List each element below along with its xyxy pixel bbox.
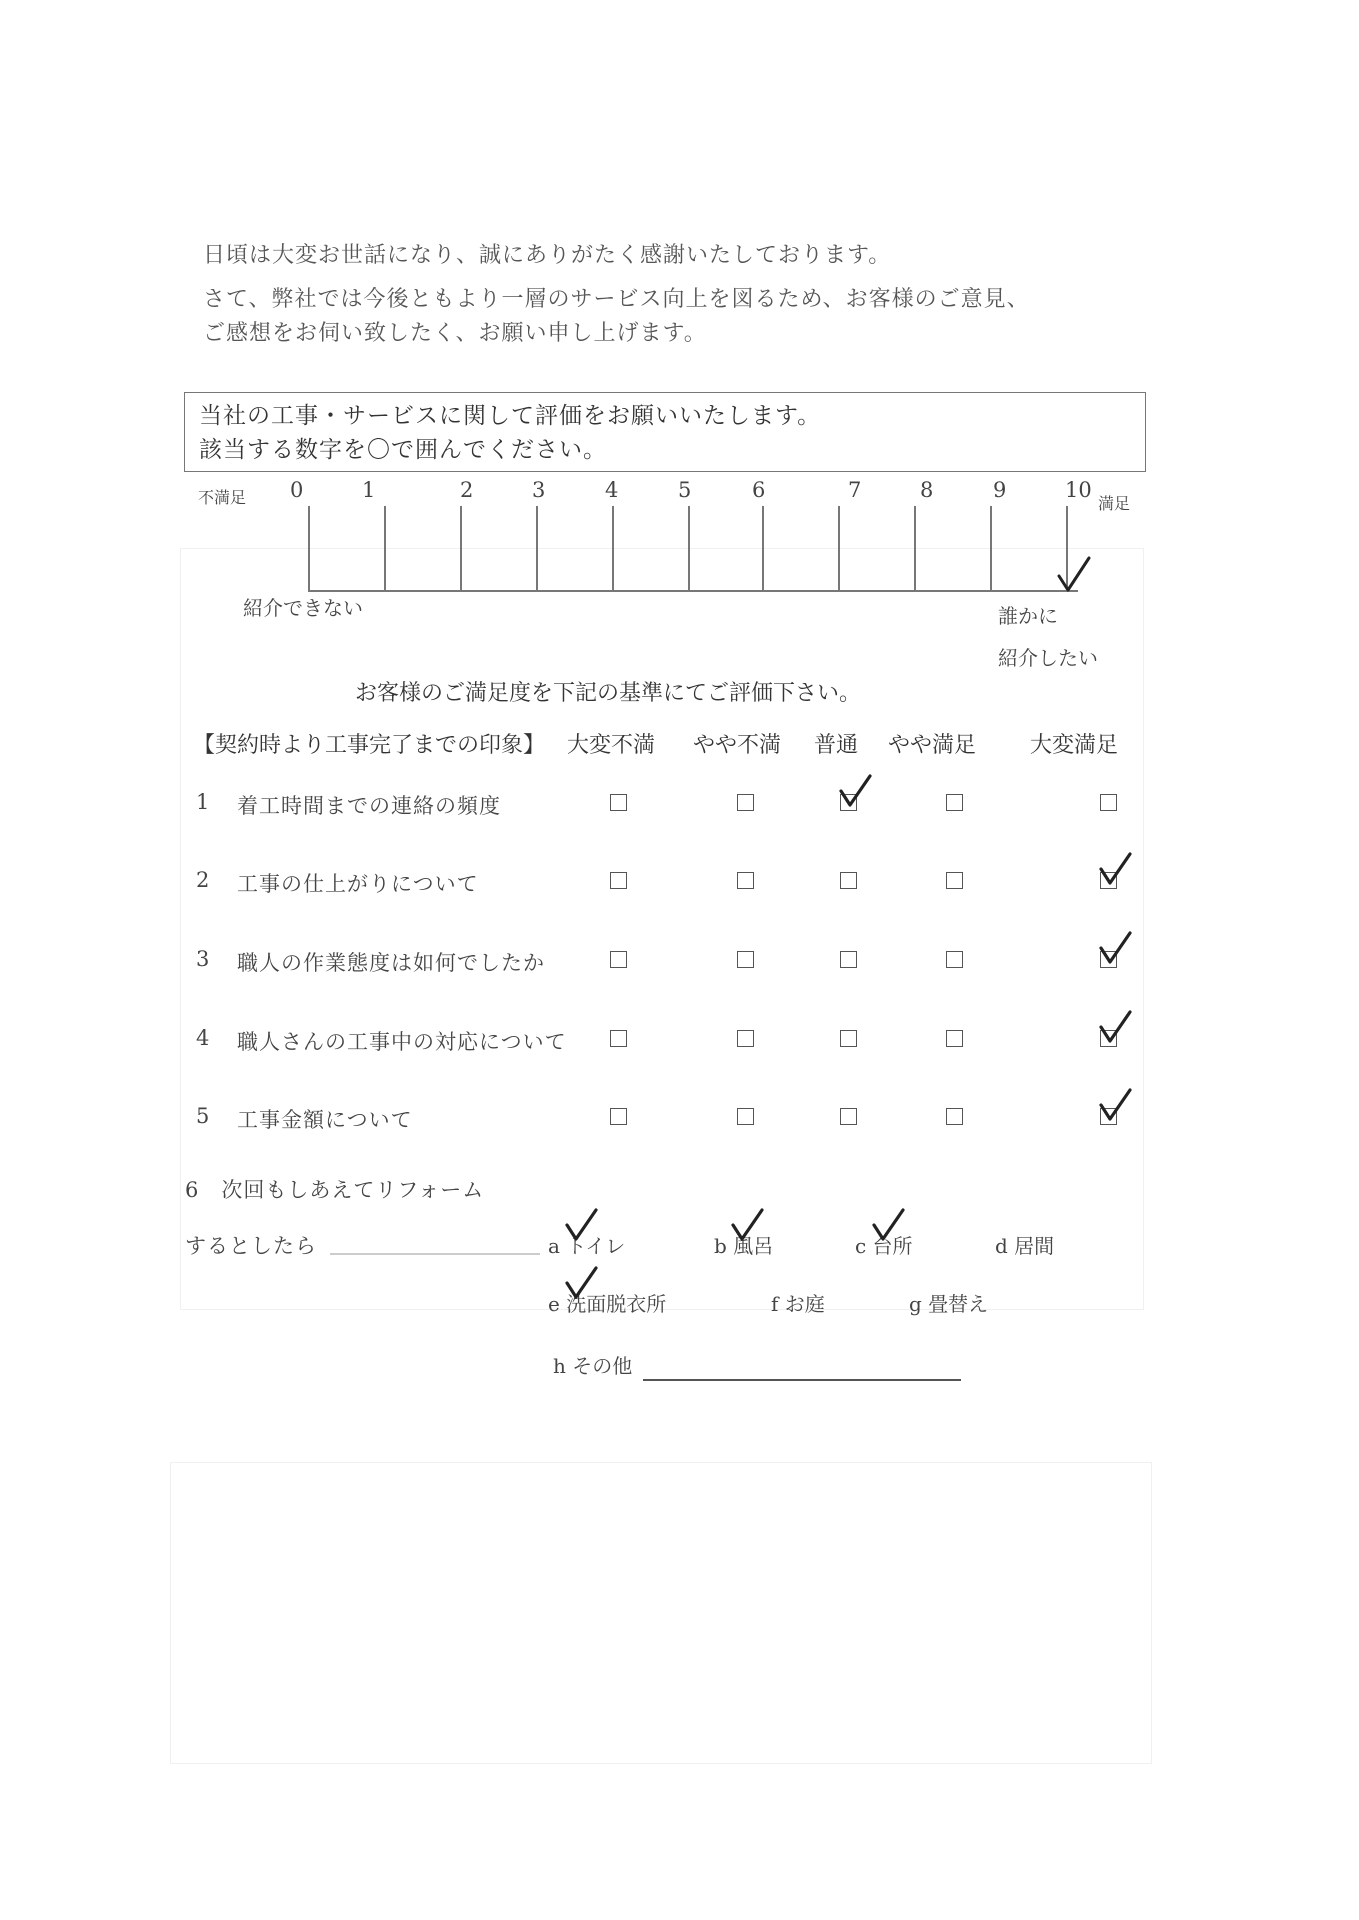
rating-instruction-box [184, 392, 1146, 472]
check-mark-icon [1098, 931, 1132, 965]
satisfaction-row-number: 1 [196, 790, 211, 814]
satisfaction-checkbox[interactable] [610, 872, 627, 889]
satisfaction-checkbox[interactable] [610, 951, 627, 968]
check-mark-icon [871, 1208, 905, 1242]
satisfaction-checkbox[interactable] [1100, 794, 1117, 811]
satisfaction-check [1098, 931, 1132, 969]
satisfaction-checkbox[interactable] [946, 872, 963, 889]
satisfaction-checkbox[interactable] [840, 1030, 857, 1047]
satisfaction-row-number: 5 [196, 1104, 211, 1128]
satisfaction-checkbox[interactable] [737, 1030, 754, 1047]
scale-tick [762, 506, 764, 591]
satisfaction-checkbox[interactable] [737, 794, 754, 811]
satisfaction-column-3: 普通 [814, 733, 859, 758]
scale-left-end-label: 不満足 [198, 488, 247, 507]
satisfaction-checkbox[interactable] [946, 1108, 963, 1125]
satisfaction-check [1098, 1010, 1132, 1048]
satisfaction-check [1098, 852, 1132, 890]
reform-option-check [564, 1208, 598, 1246]
satisfaction-checkbox[interactable] [610, 1030, 627, 1047]
satisfaction-checkbox[interactable] [946, 794, 963, 811]
reform-option[interactable]: d 居間 [995, 1234, 1055, 1258]
scale-number-8: 8 [920, 478, 934, 502]
satisfaction-checkbox[interactable] [737, 872, 754, 889]
check-mark-icon [564, 1208, 598, 1242]
check-mark-icon [564, 1266, 598, 1300]
satisfaction-checkbox[interactable] [737, 1108, 754, 1125]
satisfaction-checkbox[interactable] [840, 872, 857, 889]
reform-option-check [564, 1266, 598, 1304]
reform-option[interactable]: a トイレ [548, 1234, 626, 1258]
scale-selection-check [1057, 556, 1091, 598]
reform-option[interactable]: f お庭 [771, 1292, 825, 1316]
satisfaction-column-4: やや満足 [888, 733, 977, 758]
satisfaction-row-label: 職人さんの工事中の対応について [237, 1030, 567, 1054]
satisfaction-column-1: 大変不満 [567, 733, 656, 758]
reform-other-line [643, 1379, 961, 1381]
satisfaction-row-number: 4 [196, 1026, 211, 1050]
check-mark-icon [1098, 1088, 1132, 1122]
reform-option-check [871, 1208, 905, 1246]
reform-dotted-line [330, 1253, 540, 1255]
scale-number-2: 2 [460, 478, 474, 502]
scale-number-4: 4 [605, 478, 619, 502]
scale-tick [308, 506, 310, 591]
scale-tick [914, 506, 916, 591]
rating-instruction-line-1: 当社の工事・サービスに関して評価をお願いいたします。 [199, 403, 822, 429]
scale-number-6: 6 [752, 478, 766, 502]
satisfaction-row-label: 着工時間までの連絡の頻度 [237, 794, 501, 818]
satisfaction-checkbox[interactable] [610, 794, 627, 811]
scale-number-3: 3 [532, 478, 546, 502]
rating-instruction-line-2: 該当する数字を〇で囲んでください。 [199, 437, 607, 463]
scale-number-5: 5 [678, 478, 692, 502]
satisfaction-checkbox[interactable] [840, 951, 857, 968]
reform-option[interactable]: g 畳替え [909, 1292, 989, 1316]
scale-right-end-label: 満足 [1098, 494, 1131, 513]
reform-option[interactable]: e 洗面脱衣所 [548, 1292, 667, 1316]
scale-right-caption-2: 紹介したい [998, 646, 1098, 670]
satisfaction-checkbox[interactable] [840, 1108, 857, 1125]
reform-question-line-2: するとしたら [185, 1234, 317, 1258]
scale-number-7: 7 [848, 478, 862, 502]
scale-tick [536, 506, 538, 591]
scale-left-caption: 紹介できない [243, 596, 363, 620]
reform-other-label: h その他 [553, 1354, 633, 1378]
check-mark-icon [1098, 1010, 1132, 1044]
intro-line-2: さて、弊社では今後ともより一層のサービス向上を図るため、お客様のご意見、 [203, 287, 1030, 312]
reform-option-check [730, 1208, 764, 1246]
satisfaction-row-number: 3 [196, 947, 211, 971]
check-mark-icon [1098, 852, 1132, 886]
satisfaction-check [1098, 1088, 1132, 1126]
scale-baseline [308, 590, 1078, 592]
reform-option[interactable]: b 風呂 [714, 1234, 774, 1258]
scale-tick [688, 506, 690, 591]
satisfaction-row-number: 2 [196, 868, 211, 892]
satisfaction-checkbox[interactable] [737, 951, 754, 968]
satisfaction-column-2: やや不満 [693, 733, 782, 758]
satisfaction-instruction: お客様のご満足度を下記の基準にてご評価下さい。 [355, 681, 862, 706]
bleed-through-area-lower [170, 1462, 1152, 1764]
satisfaction-check [838, 774, 872, 812]
reform-option[interactable]: c 台所 [855, 1234, 913, 1258]
scale-tick [460, 506, 462, 591]
reform-question-line-1: 6 次回もしあえてリフォーム [185, 1178, 485, 1202]
check-mark-icon [1057, 556, 1091, 594]
satisfaction-checkbox[interactable] [946, 1030, 963, 1047]
satisfaction-row-label: 工事の仕上がりについて [237, 872, 479, 896]
scale-number-0: 0 [290, 478, 304, 502]
satisfaction-checkbox[interactable] [610, 1108, 627, 1125]
satisfaction-row-label: 工事金額について [237, 1108, 413, 1132]
scale-tick [384, 506, 386, 591]
scale-number-9: 9 [993, 478, 1007, 502]
satisfaction-checkbox[interactable] [946, 951, 963, 968]
intro-line-1: 日頃は大変お世話になり、誠にありがたく感謝いたしております。 [203, 243, 892, 268]
check-mark-icon [838, 774, 872, 808]
scale-number-10: 10 [1065, 478, 1092, 502]
satisfaction-column-5: 大変満足 [1030, 733, 1119, 758]
scale-right-caption-1: 誰かに [998, 604, 1058, 628]
satisfaction-row-label: 職人の作業態度は如何でしたか [237, 951, 545, 975]
scale-tick [612, 506, 614, 591]
check-mark-icon [730, 1208, 764, 1242]
intro-line-3: ご感想をお伺い致したく、お願い申し上げます。 [203, 321, 707, 346]
scale-tick [990, 506, 992, 591]
scale-number-1: 1 [362, 478, 376, 502]
scale-tick [838, 506, 840, 591]
satisfaction-header-label: 【契約時より工事完了までの印象】 [193, 733, 546, 758]
